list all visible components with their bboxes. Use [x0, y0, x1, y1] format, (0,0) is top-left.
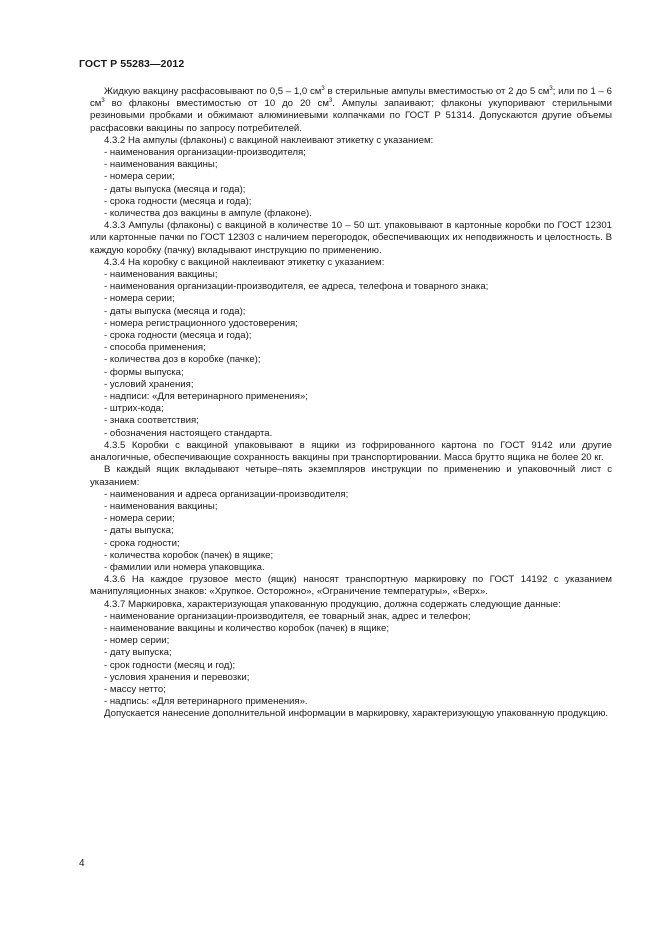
list-item: - срока годности (месяца и года); [104, 195, 252, 207]
section-4-3-7-list [90, 611, 612, 709]
list-item: - даты выпуска (месяца и года); [104, 183, 246, 195]
intro-paragraph [90, 86, 612, 135]
list-item: - номер серии; [104, 635, 170, 647]
list-item: - даты выпуска (месяца и года); [104, 305, 246, 317]
list-item: - наименования вакцины; [104, 159, 218, 171]
list-item: - номера регистрационного удостоверения; [104, 317, 298, 329]
section-4-3-2-list [90, 147, 612, 220]
list-item: - количества коробок (пачек) в ящике; [104, 549, 274, 561]
intro-text-3: ; или по 1 – 6 см [90, 86, 612, 110]
list-item: - срок годности (месяц и год); [104, 659, 236, 671]
list-item: - условий хранения; [104, 378, 194, 390]
list-item: - способа применения; [104, 342, 206, 354]
list-item: - срока годности; [104, 537, 180, 549]
section-4-3-2-title: 4.3.2 На ампулы (флаконы) с вакциной наклеивают этикетку с указанием: [104, 134, 434, 146]
superscript: 3 [549, 86, 553, 92]
list-item: - наименования и адреса организации-производителя; [104, 488, 349, 500]
intro-text-5: . Ампулы запаивают; флаконы укупоривают стерильными резиновыми пробками и обжимают алюминиевыми колпачками по ГОСТ Р 51314. Допускаются другие объемы расфасовки вакцины по запросу потребителей. [90, 98, 612, 134]
list-item: - массу нетто; [104, 683, 166, 695]
list-item: - количества доз вакцины в ампуле (флаконе). [104, 208, 312, 220]
list-item: - обозначения настоящего стандарта. [104, 427, 273, 439]
document-body [90, 86, 612, 721]
list-item: - надпись: «Для ветеринарного применения». [104, 696, 308, 708]
list-item: - номера серии; [104, 293, 175, 305]
superscript: 3 [328, 98, 333, 105]
list-item: - фамилии или номера упаковщика. [104, 561, 265, 573]
section-4-3-5-list [90, 489, 612, 574]
list-item: - штрих-кода; [104, 403, 164, 415]
section-4-3-6: 4.3.6 На каждое грузовое место (ящик) наносят транспортную маркировку по ГОСТ 14192 с указанием манипуляционных знаков: «Хрупкое. Осторожно», «Ограничение температуры», «Верх». [90, 574, 612, 598]
list-item: - наименование организации-производителя, ее товарный знак, адрес и телефон; [104, 610, 471, 622]
list-item: - знака соответствия; [104, 415, 199, 427]
list-item: - номера серии; [104, 513, 175, 525]
intro-text-2: в стерильные ампулы вместимостью от 2 до 5 см [324, 86, 550, 97]
list-item: - наименование вакцины и количество коробок (пачек) в ящике; [104, 622, 389, 634]
list-item: - наименования вакцины; [104, 500, 218, 512]
page-number: 4 [79, 858, 85, 869]
list-item: - условия хранения и перевозки; [104, 671, 250, 683]
section-4-3-7: 4.3.7 Маркировка, характеризующая упакованную продукцию, должна содержать следующие данные: [104, 598, 561, 610]
list-item: - наименования организации-производителя; [104, 147, 306, 159]
section-4-3-4-title: 4.3.4 На коробку с вакциной наклеивают этикетку с указанием: [104, 256, 385, 268]
list-item: - формы выпуска; [104, 366, 184, 378]
document-header: ГОСТ Р 55283—2012 [79, 58, 185, 70]
list-item: - дату выпуска; [104, 647, 172, 659]
list-item: - даты выпуска; [104, 525, 174, 537]
section-4-3-5-packing: В каждый ящик вкладывают четыре–пять экземпляров инструкции по применению и упаковочный лист с указанием: [90, 464, 612, 488]
list-item: - надписи: «Для ветеринарного применения»; [104, 391, 308, 403]
list-item: - наименования организации-производителя, ее адреса, телефона и товарного знака; [104, 281, 489, 293]
intro-text-4: во флаконы вместимостью от 10 до 20 см [104, 98, 329, 110]
superscript: 3 [101, 98, 105, 105]
list-item: - количества доз в коробке (пачке); [104, 354, 261, 366]
section-4-3-7-closing: Допускается нанесение дополнительной информации в маркировку, характеризующую упакованную продукцию. [104, 708, 609, 720]
section-4-3-4-list [90, 269, 612, 440]
intro-text-1: Жидкую вакцину расфасовывают по 0,5 – 1,0 см [104, 86, 322, 97]
superscript: 3 [321, 86, 325, 92]
section-4-3-3: 4.3.3 Ампулы (флаконы) с вакциной в количестве 10 – 50 шт. упаковывают в картонные коробки по ГОСТ 12301 или картонные пачки по ГОСТ 12303 с наличием перегородок, обеспечивающих их неподвижность и целостность. В каждую коробку (пачку) вкладывают инструкцию по применению. [90, 220, 612, 256]
list-item: - наименования вакцины; [104, 269, 218, 281]
list-item: - срока годности (месяца и года); [104, 330, 252, 342]
list-item: - номера серии; [104, 171, 175, 183]
section-4-3-5: 4.3.5 Коробки с вакциной упаковывают в ящики из гофрированного картона по ГОСТ 9142 или другие аналогичные, обеспечивающие сохранность вакцины при транспортировании. Масса брутто ящика не более 20 кг. [90, 439, 612, 464]
